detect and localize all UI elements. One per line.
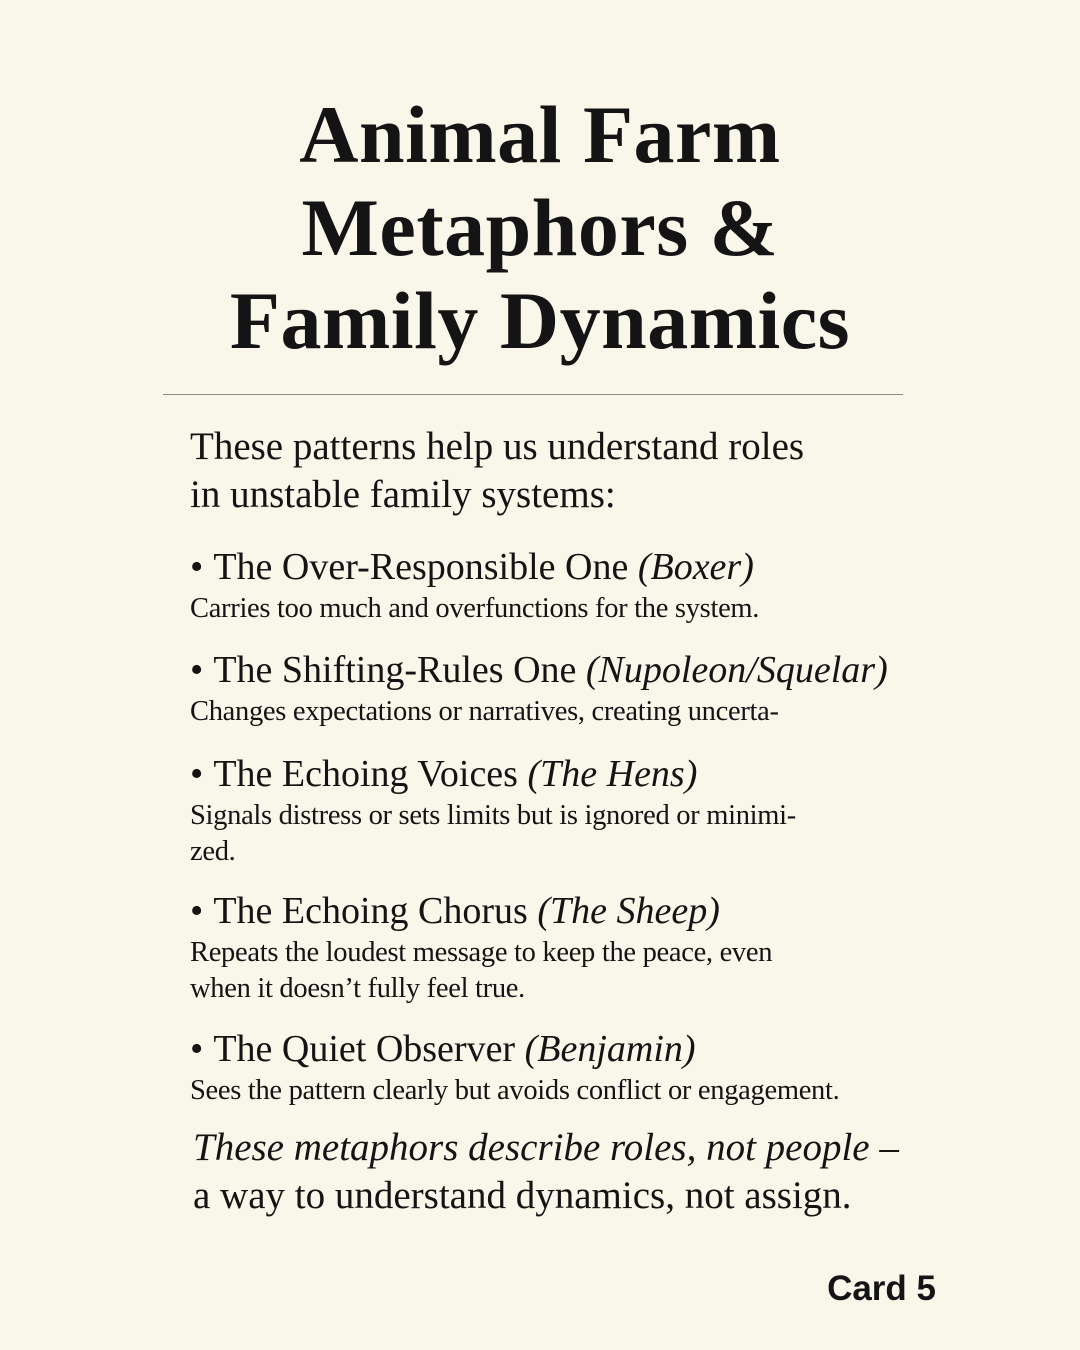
role-heading	[190, 752, 980, 796]
role-item-sheep	[190, 889, 980, 1007]
title-line-2: Metaphors &	[301, 182, 779, 273]
role-heading	[190, 545, 980, 589]
bullet-icon: •	[190, 753, 204, 795]
role-name: The Shifting-Rules One	[213, 649, 577, 691]
role-description	[190, 798, 980, 870]
intro-paragraph	[190, 423, 990, 519]
card-number-label: Card 5	[827, 1269, 936, 1308]
role-description-line: Carries too much and overfunctions for the system.	[190, 593, 760, 624]
intro-line-1: These patterns help us understand roles	[190, 425, 805, 468]
bullet-icon: •	[190, 1028, 204, 1070]
role-animal: (The Hens)	[527, 753, 698, 795]
title-line-3: Family Dynamics	[229, 275, 851, 366]
closing-line-1: These metaphors describe roles, not people –	[193, 1126, 899, 1169]
role-description	[190, 935, 980, 1007]
bullet-icon: •	[190, 890, 204, 932]
role-description-line: Signals distress or sets limits but is ignored or minimi-	[190, 800, 796, 831]
role-heading	[190, 889, 980, 933]
role-animal: (Nupoleon/Squelar)	[585, 649, 888, 691]
role-description-line: Repeats the loudest message to keep the peace, even	[190, 937, 773, 968]
page-title	[0, 88, 1080, 367]
role-name: The Echoing Voices	[213, 753, 518, 795]
role-item-benjamin	[190, 1027, 980, 1109]
bullet-icon: •	[190, 649, 204, 691]
role-description	[190, 694, 980, 730]
role-name: The Quiet Observer	[213, 1028, 516, 1070]
role-description-line: Changes expectations or narratives, creating uncerta-	[190, 696, 779, 727]
role-description-line: when it doesn’t fully feel true.	[190, 973, 525, 1004]
role-animal: (Benjamin)	[524, 1028, 696, 1070]
role-description-line: zed.	[190, 836, 236, 867]
title-divider	[163, 394, 903, 395]
role-description-line: Sees the pattern clearly but avoids conflict or engagement.	[190, 1075, 840, 1106]
role-description	[190, 591, 980, 627]
role-heading	[190, 1027, 980, 1071]
role-name: The Echoing Chorus	[213, 890, 528, 932]
closing-line-2: a way to understand dynamics, not assign.	[193, 1174, 852, 1217]
role-animal: (Boxer)	[637, 546, 754, 588]
role-name: The Over-Responsible One	[213, 546, 629, 588]
intro-line-2: in unstable family systems:	[190, 473, 616, 516]
role-item-napoleon-squealer	[190, 648, 980, 730]
closing-statement	[193, 1124, 993, 1220]
role-animal: (The Sheep)	[537, 890, 720, 932]
role-description	[190, 1073, 980, 1109]
bullet-icon: •	[190, 546, 204, 588]
title-line-1: Animal Farm	[299, 89, 781, 180]
role-heading	[190, 648, 980, 692]
role-item-hens	[190, 752, 980, 870]
role-item-boxer	[190, 545, 980, 627]
